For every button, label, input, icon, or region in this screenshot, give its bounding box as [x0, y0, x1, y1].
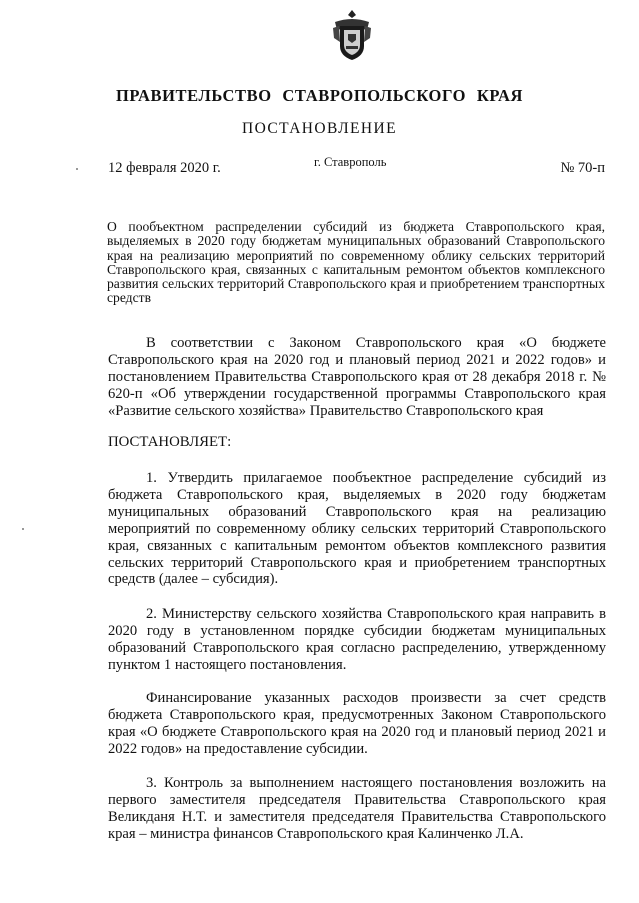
document-type: ПОСТАНОВЛЕНИЕ — [242, 120, 397, 137]
item-2-financing-paragraph: Финансирование указанных расходов произвести за счет средств бюджета Ставропольского края, предусмотренных Законом Ставропольского края «О бюджете Ставропольского края на 2020 год и плановый период 2021 и 2022 годов» на предоставление субсидии. — [108, 690, 606, 757]
resolves-label: ПОСТАНОВЛЯЕТ: — [108, 434, 232, 450]
document-number: № 70-п — [560, 160, 605, 176]
scan-artifact — [22, 528, 24, 530]
item-3-paragraph: 3. Контроль за выполнением настоящего постановления возложить на первого заместителя председателя Правительства Ставропольского края Великданя Н.Т. и заместителя председателя Правительства Ставропольского края – министра финансов Ставропольского края Калинченко Л.А. — [108, 775, 606, 842]
item-1-paragraph: 1. Утвердить прилагаемое пообъектное распределение субсидий из бюджета Ставропольского края, выделяемых в 2020 году бюджетам муниципальных образований Ставропольского края на реализацию мероприятий по современному облику сельских территорий Ставропольского края, связанных с капитальным ремонтом объектов комплексного развития сельских территорий Ставропольского края и приобретением транспортных средств (далее – субсидия). — [108, 470, 606, 588]
document-date: 12 февраля 2020 г. — [108, 160, 221, 176]
scan-artifact — [76, 168, 78, 170]
preamble-paragraph: В соответствии с Законом Ставропольского края «О бюджете Ставропольского края на 2020 год и плановый период 2021 и 2022 годов» и постановлением Правительства Ставропольского края от 28 декабря 2018 г. № 620-п «Об утверждении государственной программы Ставропольского края «Развитие сельского хозяйства» Правительство Ставропольского края — [108, 335, 606, 419]
item-2-paragraph: 2. Министерству сельского хозяйства Ставропольского края направить в 2020 году в установленном порядке субсидии бюджетам муниципальных образований Ставропольского края согласно распределению, утвержденному пунктом 1 настоящего постановления. — [108, 606, 606, 673]
document-heading: О пообъектном распределении субсидий из бюджета Ставропольского края, выделяемых в 2020 году бюджетам муниципальных образований Ставропольского края на реализацию мероприятий по современному облику сельских территорий Ставропольского края, связанных с капитальным ремонтом объектов комплексного развития сельских территорий Ставропольского края и приобретением транспортных средств — [107, 219, 605, 306]
document-city: г. Ставрополь — [314, 155, 387, 169]
coat-of-arms-icon — [331, 8, 373, 62]
government-title: ПРАВИТЕЛЬСТВО СТАВРОПОЛЬСКОГО КРАЯ — [115, 86, 524, 105]
